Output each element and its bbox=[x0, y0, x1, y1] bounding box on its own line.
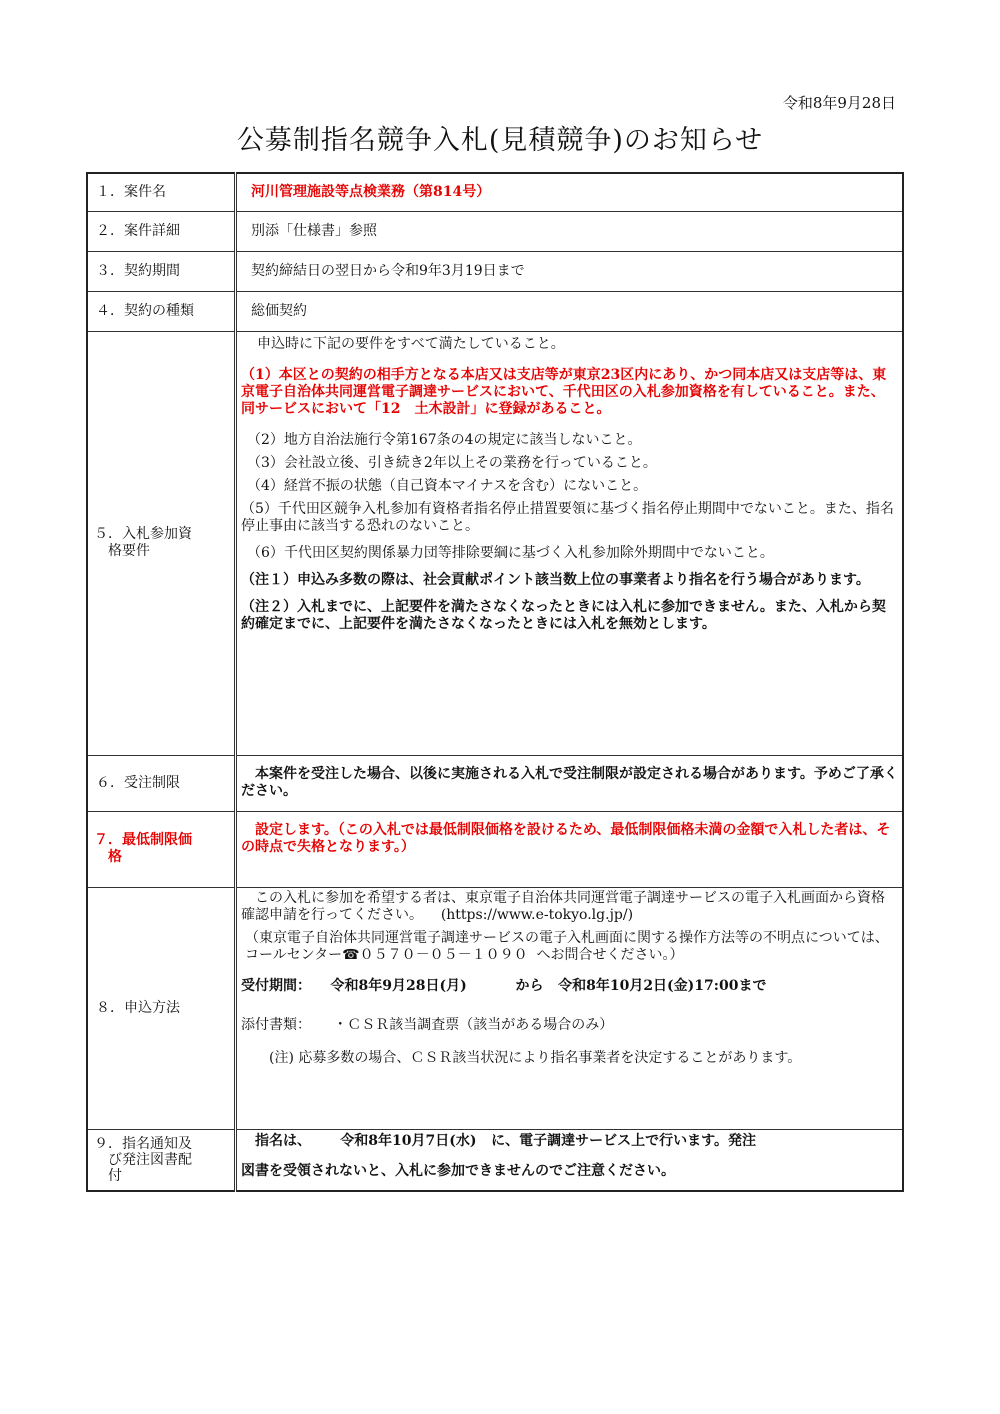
requirement-item: （5）千代田区競争入札参加有資格者指名停止措置要領に基づく指名停止期間中でないこと。また、指名停止事由に該当する恐れのないこと。 bbox=[241, 500, 894, 534]
table-row bbox=[87, 173, 903, 211]
application-method bbox=[236, 887, 904, 1129]
row-label-text: 格要件 bbox=[108, 543, 150, 559]
procurement-url[interactable]: (https://www.e-tokyo.lg.jp/) bbox=[440, 906, 634, 923]
row-label bbox=[87, 1129, 236, 1191]
requirement-item: （3）会社設立後、引き続き2年以上その業務を行っていること。 bbox=[247, 454, 657, 471]
phone-icon: ☎ bbox=[342, 946, 360, 963]
row-label bbox=[87, 211, 236, 251]
project-name: 河川管理施設等点検業務（第814号） bbox=[236, 173, 904, 211]
minimum-price: 設定します。（この入札では最低制限価格を設けるため、最低制限価格未満の金額で入札した者は、その時点で失格となります。） bbox=[236, 811, 904, 887]
contract-period: 契約締結日の翌日から令和9年3月19日まで bbox=[236, 251, 904, 291]
row-label-text: び発注図書配 bbox=[108, 1151, 192, 1168]
table-row bbox=[87, 887, 903, 1129]
row-label-text: 格 bbox=[108, 849, 122, 865]
row-label-text: 案件詳細 bbox=[124, 222, 180, 239]
requirement-item: （6）千代田区契約関係暴力団等排除要綱に基づく入札参加除外期間中でないこと。 bbox=[247, 544, 774, 561]
row-label-text: ９．指名通知及 bbox=[94, 1135, 192, 1152]
project-details: 別添「仕様書」参照 bbox=[236, 211, 904, 251]
row-number: ４． bbox=[96, 302, 124, 319]
row-number: ３． bbox=[96, 262, 124, 279]
row-label bbox=[87, 291, 236, 331]
table-row bbox=[87, 331, 903, 755]
table-row bbox=[87, 811, 903, 887]
row-label bbox=[87, 251, 236, 291]
row-label bbox=[87, 811, 236, 887]
row-label-text: ５．入札参加資 bbox=[94, 526, 192, 542]
row-label bbox=[87, 887, 236, 1129]
table-row bbox=[87, 755, 903, 811]
requirement-note: （注１）申込み多数の際は、社会貢献ポイント該当数上位の事業者より指名を行う場合があります。 bbox=[241, 571, 870, 588]
table-row bbox=[87, 211, 903, 251]
attachments: 添付書類： ・ＣＳＲ該当調査票（該当がある場合のみ） bbox=[241, 1016, 614, 1033]
row-label-text: ７．最低制限価 bbox=[94, 832, 192, 848]
row-label-text: 受注制限 bbox=[124, 774, 180, 791]
row-number: １． bbox=[96, 183, 124, 200]
row-label-text: 案件名 bbox=[124, 183, 166, 200]
issue-date: 令和8年9月28日 bbox=[782, 94, 896, 112]
acceptance-period: 受付期間： 令和8年9月28日(月) から 令和8年10月2日(金)17:00まで bbox=[241, 977, 767, 994]
requirements-intro: 申込時に下記の要件をすべて満たしていること。 bbox=[257, 335, 565, 352]
call-center-paragraph: （東京電子自治体共同運営電子調達サービスの電子入札画面に関する操作方法等の不明点については、コールセンター☎０５７０－０５－１０９０ へお問合せください。） bbox=[245, 929, 889, 963]
table-row bbox=[87, 251, 903, 291]
row-number: ８． bbox=[96, 999, 124, 1016]
notice-table bbox=[86, 172, 904, 1192]
requirement-item: （2）地方自治法施行令第167条の4の規定に該当しないこと。 bbox=[247, 431, 642, 448]
row-label-text: 申込方法 bbox=[124, 999, 180, 1016]
row-label-text: 契約の種類 bbox=[124, 302, 194, 319]
row-number: ２． bbox=[96, 222, 124, 239]
requirement-item: （4）経営不振の状態（自己資本マイナスを含む）にないこと。 bbox=[247, 477, 648, 494]
row-number: ６． bbox=[96, 774, 124, 791]
table-row bbox=[87, 1129, 903, 1191]
requirement-item: （1）本区との契約の相手方となる本店又は支店等が東京23区内にあり、かつ同本店又は支店等は、東京電子自治体共同運営電子調達サービスにおいて、千代田区の入札参加資格を有していること。また、同サービスにおいて「12 土木設計」に登録があること。 bbox=[241, 366, 887, 417]
call-center-number: ０５７０－０５－１０９０ bbox=[359, 946, 528, 963]
contract-type: 総価契約 bbox=[236, 291, 904, 331]
row-label-text: 付 bbox=[108, 1167, 122, 1184]
nomination-notice: 指名は、 令和8年10月7日(水) に、電子調達サービス上で行います。発注 図書を受領されないと、入札に参加できませんのでご注意ください。 bbox=[236, 1129, 904, 1191]
table-row bbox=[87, 291, 903, 331]
application-note: (注) 応募多数の場合、ＣＳＲ該当状況により指名事業者を決定することがあります。 bbox=[269, 1049, 802, 1066]
order-restriction: 本案件を受注した場合、以後に実施される入札で受注制限が設定される場合があります。予めご了承ください。 bbox=[236, 755, 904, 811]
row-label bbox=[87, 331, 236, 755]
eligibility-requirements bbox=[236, 331, 904, 755]
row-label bbox=[87, 173, 236, 211]
application-paragraph: この入札に参加を希望する者は、東京電子自治体共同運営電子調達サービスの電子入札画面から資格確認申請を行ってください。 (https://www.e-tokyo.lg.jp/) bbox=[241, 889, 885, 923]
page-title: 公募制指名競争入札(見積競争)のお知らせ bbox=[236, 125, 764, 156]
requirement-note: （注２）入札までに、上記要件を満たさなくなったときには入札に参加できません。また、入札から契約確定までに、上記要件を満たさなくなったときには入札を無効とします。 bbox=[241, 598, 886, 632]
row-label bbox=[87, 755, 236, 811]
row-label-text: 契約期間 bbox=[124, 262, 180, 279]
